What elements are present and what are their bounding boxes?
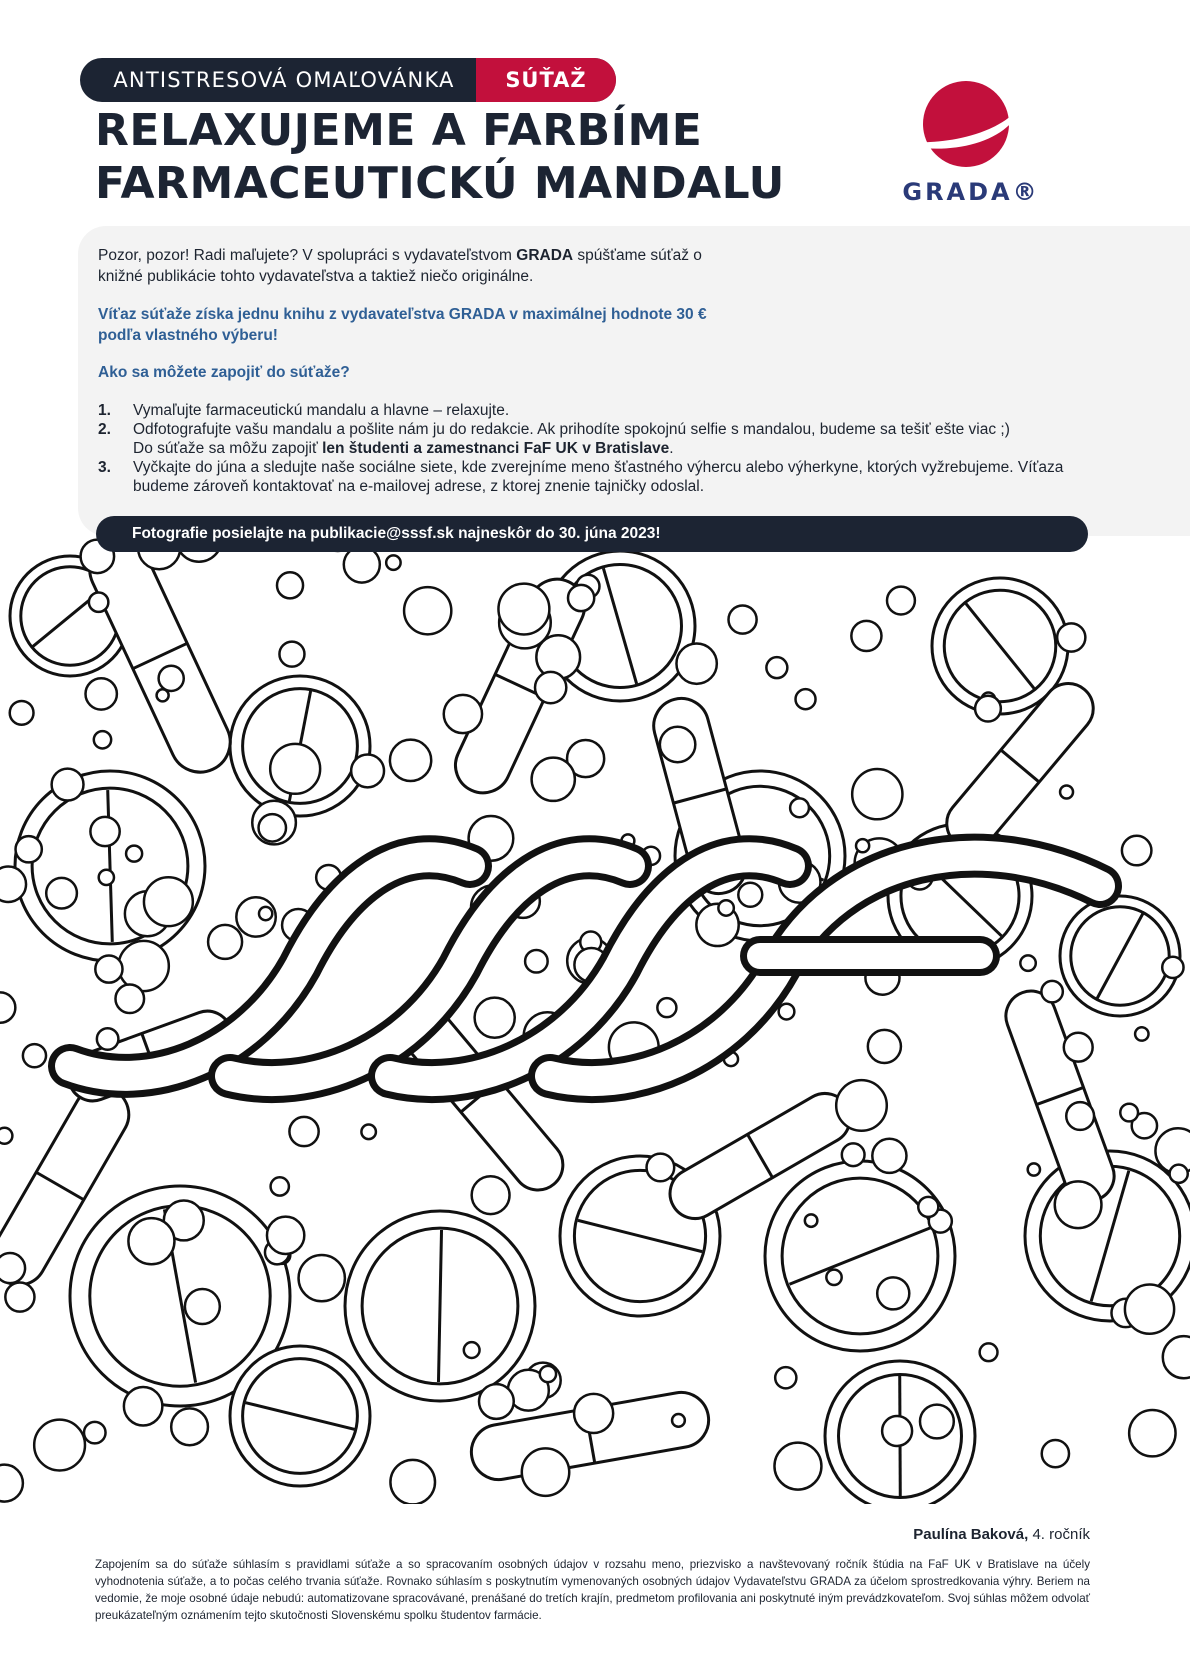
list-item bbox=[98, 458, 1068, 496]
bead-shape bbox=[738, 883, 762, 907]
bead-shape bbox=[672, 1414, 685, 1427]
bead-shape bbox=[99, 870, 114, 885]
disclaimer: Zapojením sa do súťaže súhlasím s pravidlami súťaže a so spracovaním osobných údajov v rozsahu meno, priezvisko a navštevovaný ročník štúdia na FaF UK v Bratislave na účely vyhodnotenia súťaže, a to počas celého trvania súťaže. Rovnako súhlasím s poskytnutím vymenovaných osobných údajov Vydavateľstvu GRADA za účelom sprostredkovania výhry. Beriem na vedomie, že moje osobné údaje nebudú: automatizovane spracovávané, prenášané do tretích krajín, predmetom profilovania ani poskytnuté iným prevádzkovateľom. Svoj súhlas môžem odvolať preukázateľným oznámením tejto skutočnosti Slovenskému spolku študentov farmácie. bbox=[95, 1558, 1090, 1622]
bead-shape bbox=[386, 555, 400, 569]
bead-shape bbox=[796, 689, 816, 709]
bead-shape bbox=[1064, 1033, 1093, 1062]
bead-shape bbox=[657, 998, 676, 1017]
bead-shape bbox=[1060, 786, 1073, 799]
bead-shape bbox=[805, 1214, 818, 1227]
bead-shape bbox=[16, 836, 42, 862]
bead-shape bbox=[1055, 1181, 1102, 1228]
bead-shape bbox=[532, 758, 575, 801]
intro-paragraph bbox=[98, 245, 718, 287]
bead-shape bbox=[144, 877, 193, 926]
bead-shape bbox=[826, 1270, 841, 1285]
bead-shape bbox=[270, 744, 320, 794]
bead-shape bbox=[1125, 1285, 1174, 1334]
bead-shape bbox=[479, 1384, 514, 1419]
bead-shape bbox=[877, 1277, 909, 1309]
grada-logo bbox=[886, 78, 1056, 208]
bead-shape bbox=[1020, 955, 1035, 970]
step-text-b: Do súťaže sa môžu zapojiť bbox=[133, 440, 323, 457]
bead-shape bbox=[94, 731, 111, 748]
category-pill bbox=[80, 58, 616, 102]
bead-shape bbox=[279, 642, 304, 667]
bead-shape bbox=[918, 1197, 938, 1217]
howto-heading: Ako sa môžete zapojiť do súťaže? bbox=[98, 364, 350, 381]
bead-shape bbox=[852, 769, 902, 819]
bead-shape bbox=[660, 727, 695, 762]
step-text bbox=[133, 420, 1068, 458]
bead-shape bbox=[0, 1253, 25, 1283]
bead-shape bbox=[0, 1128, 12, 1144]
bead-shape bbox=[259, 814, 286, 841]
step-number: 2. bbox=[98, 421, 111, 438]
steps-list bbox=[98, 401, 1068, 496]
bead-shape bbox=[856, 839, 869, 852]
bead-shape bbox=[1042, 1440, 1069, 1467]
bead-shape bbox=[676, 643, 716, 683]
bead-shape bbox=[842, 1143, 865, 1166]
prize-paragraph: Víťaz súťaže získa jednu knihu z vydavateľstva GRADA v maximálnej hodnote 30 € podľa vlastného výberu! bbox=[98, 306, 707, 344]
bead-shape bbox=[540, 1366, 556, 1382]
bead-shape bbox=[1170, 1165, 1188, 1183]
bead-shape bbox=[887, 587, 915, 615]
bead-shape bbox=[351, 754, 384, 787]
bead-shape bbox=[1162, 957, 1183, 978]
bead-shape bbox=[718, 900, 733, 915]
bead-shape bbox=[208, 925, 242, 959]
bead-shape bbox=[124, 1387, 162, 1425]
bead-shape bbox=[128, 1218, 174, 1264]
bead-shape bbox=[289, 1117, 318, 1146]
bead-shape bbox=[185, 1289, 220, 1324]
author-name: Paulína Baková, bbox=[913, 1526, 1029, 1543]
page-title bbox=[95, 104, 815, 210]
bead-shape bbox=[522, 1448, 569, 1495]
bead-shape bbox=[5, 1282, 34, 1311]
bead-shape bbox=[1163, 1336, 1190, 1378]
bead-shape bbox=[1120, 1104, 1138, 1122]
bead-shape bbox=[1122, 836, 1152, 866]
bead-shape bbox=[535, 672, 566, 703]
bead-shape bbox=[1041, 981, 1062, 1002]
bead-shape bbox=[277, 572, 303, 598]
bead-shape bbox=[574, 1394, 613, 1433]
bead-shape bbox=[95, 955, 122, 982]
bead-shape bbox=[159, 666, 184, 691]
coloring-mandala-illustration bbox=[0, 536, 1190, 1504]
bead-shape bbox=[464, 1342, 480, 1358]
bead-shape bbox=[1066, 1102, 1094, 1130]
bead-shape bbox=[1028, 1163, 1040, 1175]
bead-shape bbox=[766, 657, 787, 678]
intro-text-c: spúšťame súťaž o knižné publikácie tohto vydavateľstva a taktiež niečo originálne. bbox=[98, 247, 702, 285]
bead-shape bbox=[475, 998, 515, 1038]
bead-shape bbox=[774, 1443, 821, 1490]
step-text-bold: len študenti a zamestnanci FaF UK v Bratislave bbox=[322, 440, 670, 457]
step-number: 1. bbox=[98, 402, 111, 419]
bead-shape bbox=[728, 606, 756, 634]
bead-shape bbox=[23, 1044, 46, 1067]
bead-shape bbox=[568, 585, 594, 611]
bead-shape bbox=[444, 695, 482, 733]
bead-shape bbox=[267, 1217, 304, 1254]
bead-shape bbox=[46, 878, 77, 909]
bead-shape bbox=[84, 1422, 106, 1444]
bead-shape bbox=[390, 740, 431, 781]
bead-shape bbox=[472, 1176, 510, 1214]
bead-shape bbox=[259, 907, 272, 920]
bead-shape bbox=[299, 1255, 345, 1301]
bead-shape bbox=[10, 701, 34, 725]
bead-shape bbox=[119, 941, 169, 991]
bead-shape bbox=[89, 592, 108, 611]
bead-shape bbox=[404, 587, 451, 634]
bead-shape bbox=[390, 1460, 435, 1504]
step-text: Vymaľujte farmaceutickú mandalu a hlavne – relaxujte. bbox=[133, 402, 510, 419]
title-line-1: RELAXUJEME A FARBÍME bbox=[95, 105, 703, 156]
step-text-c: . bbox=[669, 440, 674, 457]
pill-contest-label: SÚŤAŽ bbox=[476, 58, 616, 102]
list-item bbox=[98, 420, 1068, 458]
list-item bbox=[98, 401, 1068, 420]
bead-shape bbox=[171, 1408, 208, 1445]
grada-wordmark: GRADA® bbox=[902, 178, 1040, 206]
bead-shape bbox=[920, 1405, 954, 1439]
bead-shape bbox=[1057, 623, 1085, 651]
bead-shape bbox=[0, 992, 15, 1022]
bead-shape bbox=[872, 1139, 906, 1173]
bead-shape bbox=[361, 1125, 376, 1140]
step-number: 3. bbox=[98, 459, 111, 476]
bead-shape bbox=[498, 584, 549, 635]
author-credit bbox=[913, 1526, 1090, 1543]
intro-publisher: GRADA bbox=[516, 247, 574, 264]
bead-shape bbox=[86, 678, 117, 709]
bead-shape bbox=[97, 1028, 119, 1050]
bead-shape bbox=[126, 846, 142, 862]
submission-banner: Fotografie posielajte na publikacie@sssf.sk najneskôr do 30. júna 2023! bbox=[96, 516, 1088, 552]
grada-logo-mark-icon bbox=[886, 78, 1056, 178]
bead-shape bbox=[90, 817, 119, 846]
bead-shape bbox=[775, 1367, 796, 1388]
bead-shape bbox=[536, 635, 580, 679]
bead-shape bbox=[790, 798, 809, 817]
intro-text-a: Pozor, pozor! Radi maľujete? V spolupráci s vydavateľstvom bbox=[98, 247, 517, 264]
bead-shape bbox=[34, 1420, 85, 1471]
bead-shape bbox=[271, 1177, 289, 1195]
bead-shape bbox=[1129, 1410, 1175, 1456]
title-line-2: FARMACEUTICKÚ MANDALU bbox=[95, 158, 785, 209]
step-text: Vyčkajte do júna a sledujte naše sociálne siete, kde zverejníme meno šťastného výhercu alebo výherkyne, ktorých vyžrebujeme. Víťaza budeme zároveň kontaktovať na e-mailovej adrese, z ktorej znenie tajničky odoslal. bbox=[133, 459, 1064, 495]
bead-shape bbox=[52, 769, 84, 801]
bead-shape bbox=[115, 984, 144, 1013]
pill-category-label: ANTISTRESOVÁ OMAĽOVÁNKA bbox=[113, 68, 455, 92]
step-text-a: Odfotografujte vašu mandalu a pošlite nám ju do redakcie. Ak prihodíte spokojnú selfie s mandalou, budeme sa tešiť ešte viac ;) bbox=[133, 421, 1010, 438]
bead-shape bbox=[525, 950, 548, 973]
bead-shape bbox=[0, 1465, 23, 1502]
bead-shape bbox=[882, 1416, 912, 1446]
bead-shape bbox=[851, 621, 881, 651]
bead-shape bbox=[975, 696, 1001, 722]
bead-shape bbox=[647, 1154, 675, 1182]
bead-shape bbox=[1135, 1027, 1148, 1040]
bead-shape bbox=[868, 1030, 901, 1063]
bead-shape bbox=[0, 867, 26, 902]
bead-shape bbox=[836, 1080, 887, 1131]
author-year: 4. ročník bbox=[1028, 1526, 1090, 1543]
bead-shape bbox=[779, 1004, 795, 1020]
bead-shape bbox=[980, 1343, 998, 1361]
